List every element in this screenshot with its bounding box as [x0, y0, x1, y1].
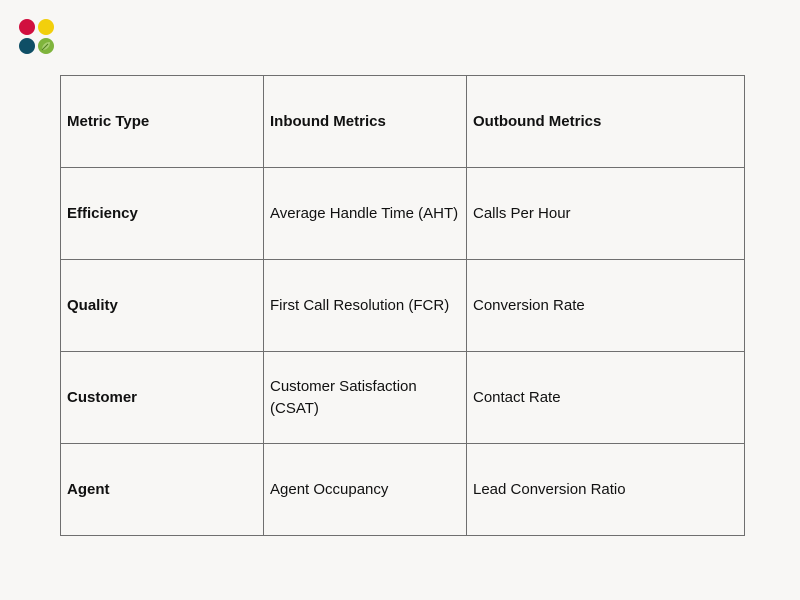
column-header-outbound-metrics: Outbound Metrics [467, 76, 745, 168]
outbound-metric-cell: Conversion Rate [467, 260, 745, 352]
outbound-metric-cell: Calls Per Hour [467, 168, 745, 260]
table-row [61, 352, 745, 444]
column-header-inbound-metrics: Inbound Metrics [264, 76, 467, 168]
inbound-metric-cell: Agent Occupancy [264, 444, 467, 536]
metric-type-cell: Efficiency [61, 168, 264, 260]
teal-dot-icon [19, 38, 35, 54]
red-dot-icon [19, 19, 35, 35]
outbound-metric-cell: Lead Conversion Ratio [467, 444, 745, 536]
yellow-dot-icon [38, 19, 54, 35]
brand-logo-icon [19, 19, 55, 55]
table-row [61, 168, 745, 260]
inbound-metric-cell: Average Handle Time (AHT) [264, 168, 467, 260]
table-header-row [61, 76, 745, 168]
table-row [61, 444, 745, 536]
metric-type-cell: Agent [61, 444, 264, 536]
column-header-metric-type: Metric Type [61, 76, 264, 168]
inbound-metric-cell: Customer Satisfaction (CSAT) [264, 352, 467, 444]
metrics-table [60, 75, 745, 536]
green-leaf-dot-icon [38, 38, 54, 54]
inbound-metric-cell: First Call Resolution (FCR) [264, 260, 467, 352]
table-row [61, 260, 745, 352]
metric-type-cell: Customer [61, 352, 264, 444]
outbound-metric-cell: Contact Rate [467, 352, 745, 444]
metric-type-cell: Quality [61, 260, 264, 352]
leaf-icon [41, 41, 51, 51]
